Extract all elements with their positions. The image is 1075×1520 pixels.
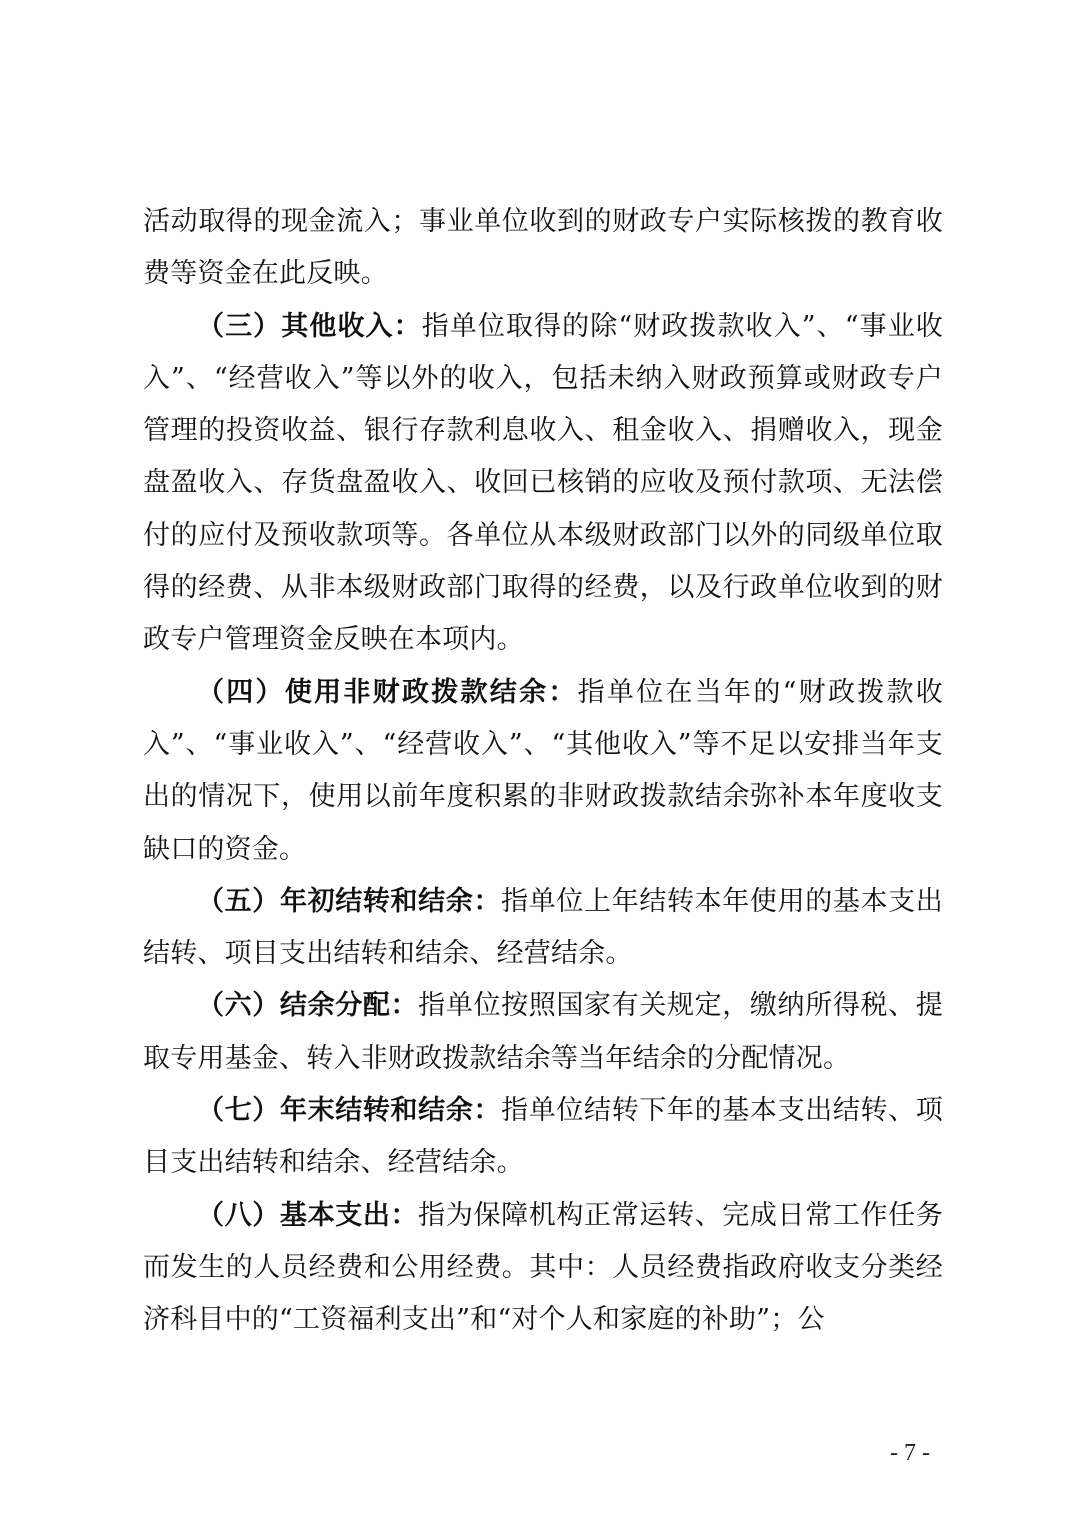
paragraph-basic-expenditure (143, 1190, 943, 1347)
paragraph-term: （五）年初结转和结余： (197, 885, 502, 917)
paragraph-term: （八）基本支出： (197, 1199, 419, 1231)
paragraph-text: 指单位上年结转本年使用的基本支出结转、项目支出结转和结余、经营结余。 (143, 885, 943, 970)
paragraph-non-fiscal-surplus (143, 667, 943, 876)
paragraph-opening-balance (143, 876, 943, 981)
body-text (143, 196, 943, 1347)
paragraph-surplus-distribution (143, 980, 943, 1085)
paragraph-text: 指单位按照国家有关规定，缴纳所得税、提取专用基金、转入非财政拨款结余等当年结余的分配情况。 (143, 990, 943, 1074)
paragraph-closing-balance (143, 1085, 943, 1190)
paragraph-term: （四）使用非财政拨款结余： (197, 676, 578, 708)
paragraph-term: （三）其他收入： (197, 310, 422, 342)
paragraph-continuation (143, 196, 943, 301)
paragraph-text: 指单位结转下年的基本支出结转、项目支出结转和结余、经营结余。 (143, 1095, 943, 1179)
page-number: - 7 - (890, 1440, 930, 1466)
paragraph-text: 指单位在当年的“财政拨款收入”、“事业收入”、“经营收入”、“其他收入”等不足以安排当年支出的情况下，使用以前年度积累的非财政拨款结余弥补本年度收支缺口的资金。 (143, 676, 943, 865)
paragraph-term: （六）结余分配： (197, 990, 419, 1022)
paragraph-text: 指单位取得的除“财政拨款收入”、“事业收入”、“经营收入”等以外的收入，包括未纳入财政预算或财政专户管理的投资收益、银行存款利息收入、租金收入、捐赠收入，现金盘盈收入、存货盘盈收入、收回已核销的应收及预付款项、无法偿付的应付及预收款项等。各单位从本级财政部门以外的同级单位取得的经费、从非本级财政部门取得的经费，以及行政单位收到的财政专户管理资金反映在本项内。 (143, 310, 943, 656)
paragraph-text: 活动取得的现金流入；事业单位收到的财政专户实际核拨的教育收费等资金在此反映。 (143, 206, 943, 290)
paragraph-other-income (143, 301, 943, 667)
paragraph-term: （七）年末结转和结余： (197, 1095, 502, 1127)
paragraph-text: 指为保障机构正常运转、完成日常工作任务而发生的人员经费和公用经费。其中：人员经费指政府收支分类经济科目中的“工资福利支出”和“对个人和家庭的补助”；公 (143, 1199, 943, 1336)
